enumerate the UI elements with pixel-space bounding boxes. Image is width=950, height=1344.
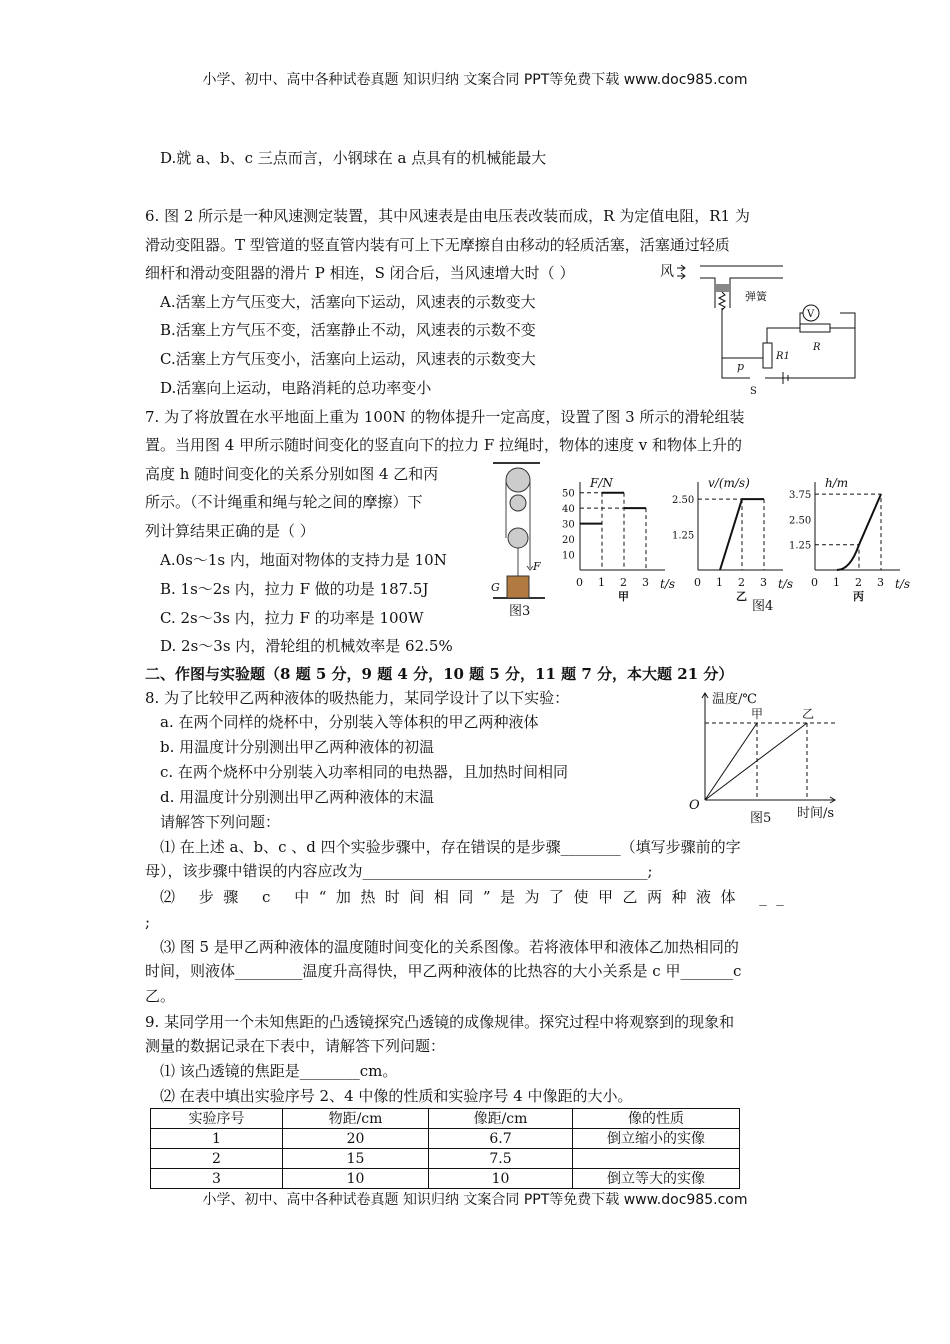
y-tick-label: 3.75 [789, 490, 812, 502]
y-tick-label: 20 [562, 535, 575, 547]
spring-label: 弹簧 [745, 290, 767, 303]
series-yi-label: 乙 [802, 707, 815, 721]
x-tick-label: 0 [576, 576, 583, 589]
y-tick-label: 50 [562, 488, 575, 500]
rheostat-r1 [763, 343, 772, 368]
q6-option-c: C.活塞上方气压变小，活塞向上运动，风速表的示数变大 [160, 350, 536, 368]
piston [716, 284, 729, 292]
y-tick-label: 2.50 [789, 515, 812, 527]
chart-axes [815, 482, 900, 570]
table-cell: 倒立缩小的实像 [573, 1129, 740, 1149]
page-footer: 小学、初中、高中各种试卷真题 知识归纳 文案合同 PPT等免费下载 www.doc985.com [202, 1192, 748, 1208]
q6-option-b: B.活塞上方气压不变，活塞静止不动，风速表的示数不变 [160, 321, 536, 339]
switch-label: S [750, 386, 757, 397]
figure-caption: 图5 [750, 811, 772, 826]
x-tick-label: 0 [694, 576, 701, 589]
q8-step: b. 用温度计分别测出甲乙两种液体的初温 [160, 738, 435, 756]
x-axis-label: t/s [660, 577, 676, 591]
x-tick-label: 1 [833, 576, 840, 589]
chart-axes [580, 482, 665, 570]
table-row [151, 1129, 740, 1149]
chart-name: 乙 [736, 590, 747, 603]
resistor-r [800, 324, 830, 332]
table-cell: 3 [151, 1169, 283, 1189]
origin-label: O [689, 798, 700, 813]
q6-text: 细杆和滑动变阻器的滑片 P 相连，S 闭合后，当风速增大时（ ） [145, 264, 575, 282]
table-cell: 10 [283, 1169, 429, 1189]
x-tick-label: 3 [877, 576, 884, 589]
figure-4-charts [560, 470, 920, 620]
wind-arrows-icon [677, 265, 685, 279]
q7-option-d: D. 2s～3s 内，滑轮组的机械效率是 62.5% [160, 637, 453, 655]
series-jia-label: 甲 [751, 707, 764, 721]
y-tick-label: 10 [562, 550, 575, 562]
figure-2-wind-circuit [655, 258, 865, 398]
q9-sub: ⑴ 该凸透镜的焦距是________cm。 [160, 1062, 398, 1080]
q8-prompt: 请解答下列问题： [160, 813, 281, 831]
movable-pulley [508, 528, 528, 548]
y-tick-label: 30 [562, 519, 575, 531]
table-header: 物距/cm [283, 1109, 429, 1129]
q6-text: 滑动变阻器。T 型管道的竖直管内装有可上下无摩擦自由移动的轻质活塞，活塞通过轻质 [145, 236, 730, 254]
q6-text: 6. 图 2 所示是一种风速测定装置，其中风速表是由电压表改装而成，R 为定值电阻，R1 为 [145, 207, 750, 225]
q6-option-a: A.活塞上方气压变大，活塞向下运动，风速表的示数变大 [160, 293, 536, 311]
slider-p-label: p [737, 360, 745, 373]
table-cell: 1 [151, 1129, 283, 1149]
weight-label: G [491, 581, 500, 594]
figure-3-pulley [485, 458, 550, 618]
chart-name: 丙 [853, 590, 864, 603]
table-header-row [151, 1109, 740, 1129]
q9-text: 测量的数据记录在下表中，请解答下列问题： [145, 1037, 446, 1055]
x-tick-label: 1 [598, 576, 605, 589]
x-axis-label: t/s [895, 577, 911, 591]
fixed-pulley [506, 468, 530, 492]
chart-name: 甲 [618, 590, 629, 603]
table-cell: 10 [429, 1169, 573, 1189]
table-header: 像距/cm [429, 1109, 573, 1129]
x-tick-label: 3 [642, 576, 649, 589]
figure-caption: 图4 [752, 599, 774, 614]
guide-line [580, 493, 646, 570]
table-cell: 2 [151, 1149, 283, 1169]
q8-step: a. 在两个同样的烧杯中，分别装入等体积的甲乙两种液体 [160, 713, 539, 731]
q6-option-d: D.活塞向上运动，电路消耗的总功率变小 [160, 379, 432, 397]
y-axis-label: v/(m/s) [708, 476, 750, 490]
table-row [151, 1149, 740, 1169]
q8-sub: ⑵ 步骤 c 中“加热时间相同”是为了使甲乙两种液体 __ [160, 888, 794, 906]
chart-axes [698, 482, 783, 570]
y-tick-label: 1.25 [672, 530, 695, 542]
figure-caption: 图3 [509, 604, 531, 618]
q7-text: 列计算结果正确的是（ ） [145, 522, 315, 540]
wind-label: 风 [660, 264, 674, 280]
q7-option-a: A.0s～1s 内，地面对物体的支持力是 10N [160, 551, 447, 569]
q8-step: c. 在两个烧杯中分别装入功率相同的电热器，且加热时间相同 [160, 763, 568, 781]
y-tick-label: 1.25 [789, 540, 812, 552]
q8-sub: 时间，则液体_________温度升高得快，甲乙两种液体的比热容的大小关系是 c 甲_______c [145, 962, 742, 980]
q9-sub: ⑵ 在表中填出实验序号 2、4 中像的性质和实验序号 4 中像距的大小。 [160, 1087, 633, 1105]
q7-text: 所示。（不计绳重和绳与轮之间的摩擦）下 [145, 493, 423, 511]
x-tick-label: 2 [738, 576, 745, 589]
table-cell: 15 [283, 1149, 429, 1169]
q8-sub: ⑴ 在上述 a、b、c 、d 四个实验步骤中，存在错误的是步骤________（填写步骤前的字 [160, 838, 741, 856]
data-table [150, 1108, 740, 1189]
section-2-heading: 二、作图与实验题（8 题 5 分，9 题 4 分，10 题 5 分，11 题 7 分，本大题 21 分） [145, 665, 734, 683]
axes [702, 693, 835, 803]
y-axis-label: F/N [590, 476, 613, 490]
x-tick-label: 3 [760, 576, 767, 589]
x-axis-label: t/s [778, 577, 794, 591]
table-cell: 20 [283, 1129, 429, 1149]
r-label: R [813, 342, 821, 353]
table-cell: 倒立等大的实像 [573, 1169, 740, 1189]
table-row [151, 1169, 740, 1189]
q8-sub: ⑶ 图 5 是甲乙两种液体的温度随时间变化的关系图像。若将液体甲和液体乙加热相同的 [160, 938, 739, 956]
series-lines [705, 723, 807, 800]
y-tick-label: 40 [562, 504, 575, 516]
force-label: F [533, 560, 541, 573]
table-cell [573, 1149, 740, 1169]
t-pipe [700, 266, 783, 308]
q8-sub: 母），该步骤中错误的内容应改为______________________________________; [145, 862, 653, 880]
pulley [510, 495, 526, 511]
guide-lines [705, 723, 835, 800]
table-cell: 6.7 [429, 1129, 573, 1149]
q8-sub: 乙。 [145, 987, 176, 1005]
guide-line [815, 494, 881, 570]
weight-block [507, 576, 529, 598]
y-axis-label: 温度/℃ [712, 692, 757, 707]
q7-text: 高度 h 随时间变化的关系分别如图 4 乙和丙 [145, 465, 439, 483]
q8-intro: 8. 为了比较甲乙两种液体的吸热能力，某同学设计了以下实验： [145, 689, 570, 707]
x-tick-label: 2 [620, 576, 627, 589]
figure-5-temperature-graph [685, 685, 855, 830]
q9-text: 9. 某同学用一个未知焦距的凸透镜探究凸透镜的成像规律。探究过程中将观察到的现象和 [145, 1013, 735, 1031]
q7-text: 置。当用图 4 甲所示随时间变化的竖直向下的拉力 F 拉绳时，物体的速度 v 和物体上升的 [145, 436, 743, 454]
q8-step: d. 用温度计分别测出甲乙两种液体的末温 [160, 788, 435, 806]
q5-option-d: D.就 a、b、c 三点而言，小钢球在 a 点具有的机械能最大 [160, 149, 547, 167]
r1-label: R1 [776, 351, 790, 362]
table-cell: 7.5 [429, 1149, 573, 1169]
x-tick-label: 1 [716, 576, 723, 589]
q7-option-c: C. 2s～3s 内，拉力 F 的功率是 100W [160, 609, 424, 627]
q7-text: 7. 为了将放置在水平地面上重为 100N 的物体提升一定高度，设置了图 3 所示的滑轮组装 [145, 408, 745, 426]
table-header: 像的性质 [573, 1109, 740, 1129]
q8-sub: ; [145, 913, 151, 931]
spring [719, 292, 725, 310]
page-header: 小学、初中、高中各种试卷真题 知识归纳 文案合同 PPT等免费下载 www.doc985.com [202, 72, 748, 88]
x-tick-label: 2 [855, 576, 862, 589]
y-axis-label: h/m [825, 476, 849, 490]
x-axis-label: 时间/s [797, 806, 835, 821]
q7-option-b: B. 1s～2s 内，拉力 F 做的功是 187.5J [160, 580, 429, 598]
table-header: 实验序号 [151, 1109, 283, 1129]
y-tick-label: 2.50 [672, 495, 695, 507]
voltmeter-label: V [807, 309, 815, 320]
x-tick-label: 0 [811, 576, 818, 589]
